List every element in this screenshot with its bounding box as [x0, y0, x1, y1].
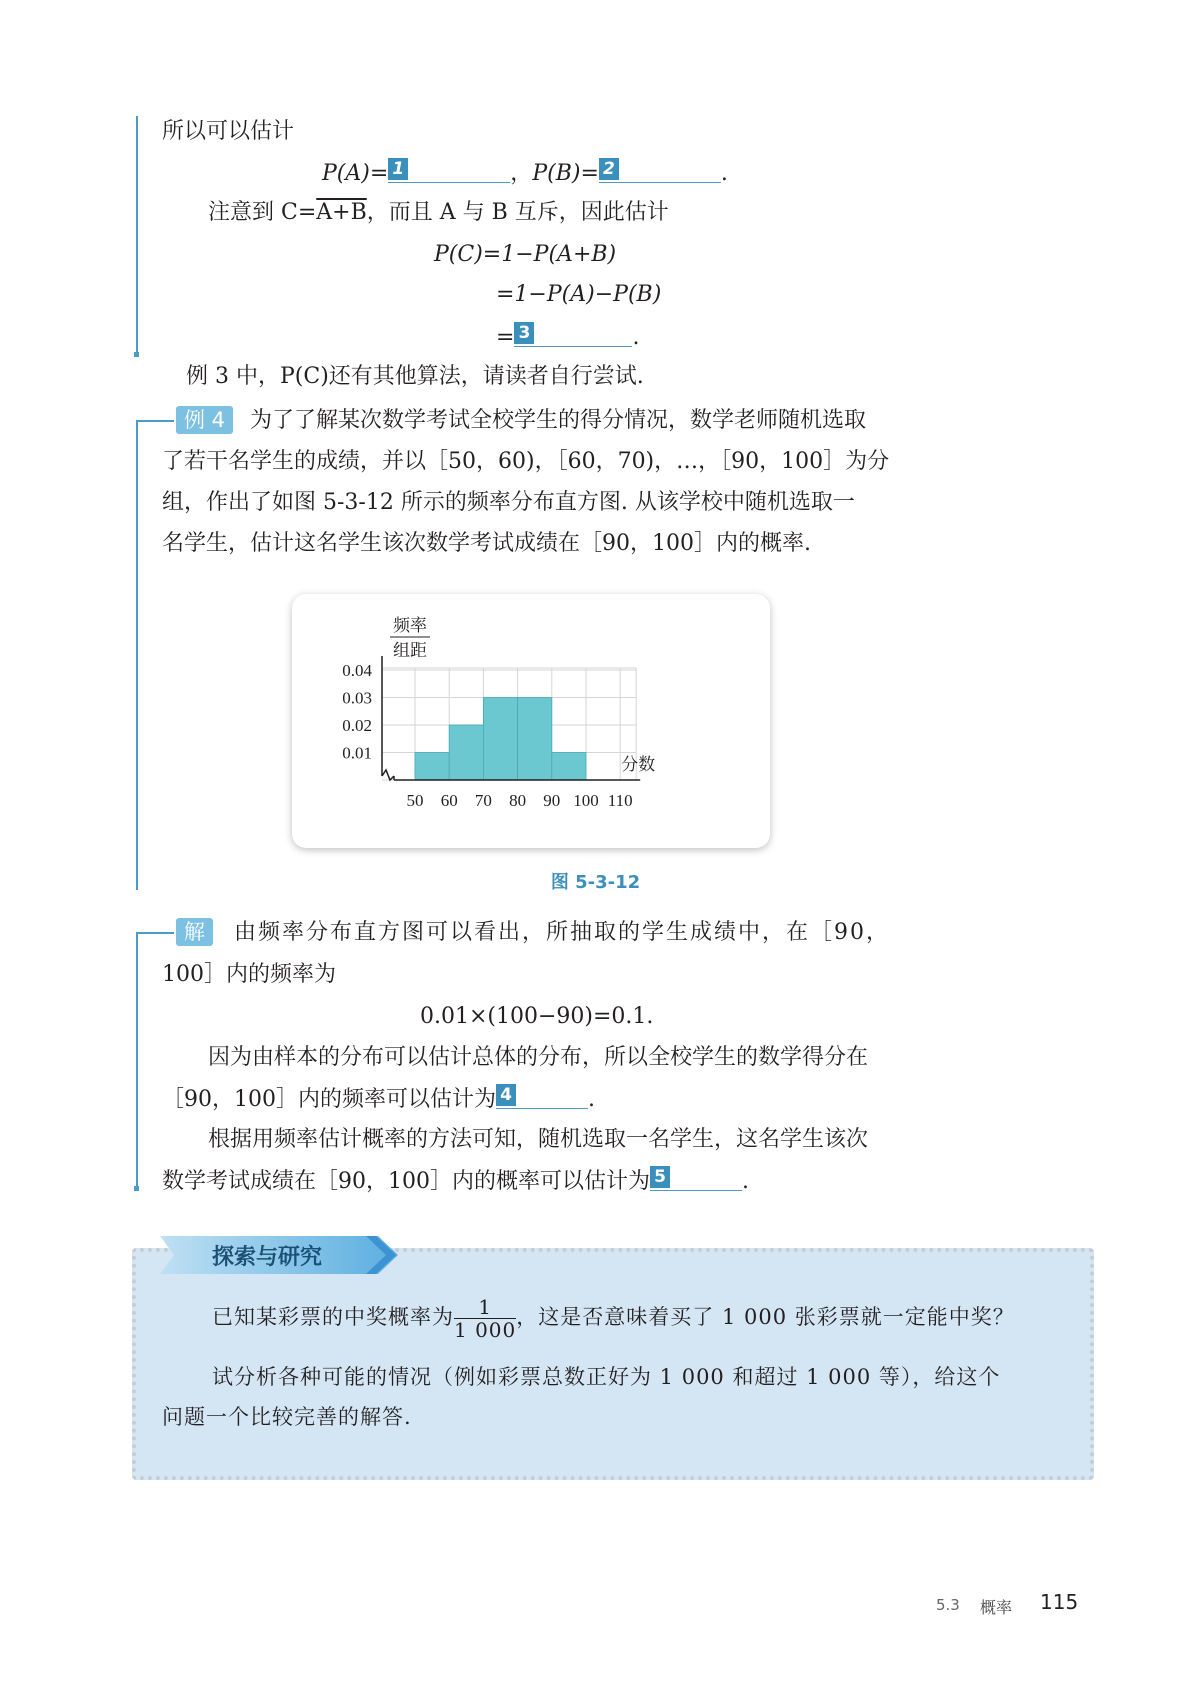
histogram-bar [518, 698, 552, 781]
y-tick-label: 0.04 [342, 661, 372, 680]
left-rule-2 [136, 420, 138, 890]
x-tick-label: 90 [543, 791, 561, 810]
remark-line: 例 3 中，P(C)还有其他算法，请读者自行尝试. [186, 364, 644, 389]
histogram-chart [292, 594, 770, 848]
equation-line: = 3 . [496, 323, 640, 350]
example-tag: 例 4 [176, 406, 233, 434]
x-axis-label: 分数 [621, 755, 656, 775]
solution-line: 根据用频率估计概率的方法可知，随机选取一名学生，这名学生该次 [208, 1127, 869, 1152]
solution-line: 解 由频率分布直方图可以看出，所抽取的学生成绩中，在［90， [176, 918, 890, 948]
answer-blank-3[interactable]: 3 [514, 322, 632, 347]
equation-line: =1−P(A)−P(B) [496, 282, 662, 307]
example-4-line: 名学生，估计这名学生该次数学考试成绩在［90，100］内的概率. [162, 531, 811, 556]
x-tick-label: 110 [607, 791, 633, 810]
fraction: $\frac{1}{1 000}$ [454, 1295, 517, 1342]
explore-paragraph: 已知某彩票的中奖概率为 $\frac{1}{1 000}$ ，这是否意味着买了 1 000 张彩票就一定能中奖？ [212, 1295, 1015, 1342]
example-4-line: 组，作出了如图 5-3-12 所示的频率分布直方图. 从该学校中随机选取一 [162, 490, 855, 515]
histogram-bar [415, 753, 449, 781]
explore-title-banner [160, 1236, 400, 1274]
y-axis-label: 组距 [393, 641, 427, 661]
pa-label: P(A)= [322, 161, 389, 186]
footer-chapter: 概率 [980, 1598, 1013, 1617]
equation-line: P(C)=1−P(A+B) [434, 242, 617, 267]
example-rule [136, 420, 174, 422]
histogram-bar [483, 698, 517, 781]
histogram-bar [449, 725, 483, 780]
x-tick-label: 50 [406, 791, 424, 810]
x-tick-label: 80 [509, 791, 527, 810]
answer-blank-2[interactable]: 2 [599, 158, 721, 183]
left-rule-3-end [134, 1186, 139, 1191]
solution-line: 数学考试成绩在［90，100］内的概率可以估计为 5 . [162, 1167, 749, 1194]
left-rule-1 [136, 116, 138, 354]
text-line: 注意到 C=A+B，而且 A 与 B 互斥，因此估计 [208, 200, 669, 225]
explore-paragraph: 问题一个比较完善的解答. [162, 1405, 412, 1429]
equation-pa-pb: P(A)= 1 ，P(B)= 2 . [322, 159, 728, 186]
histogram-bar [552, 753, 586, 781]
solution-equation: 0.01×(100−90)=0.1. [420, 1004, 654, 1029]
y-tick-label: 0.02 [342, 716, 372, 735]
explore-paragraph: 试分析各种可能的情况（例如彩票总数正好为 1 000 和超过 1 000 等），给这个 [212, 1365, 1001, 1389]
explore-title: 探索与研究 [212, 1245, 323, 1270]
solution-line: 因为由样本的分布可以估计总体的分布，所以全校学生的数学得分在 [208, 1045, 869, 1070]
solution-tag: 解 [176, 918, 213, 946]
x-tick-label: 70 [474, 791, 492, 810]
solution-rule [136, 932, 174, 934]
answer-blank-5[interactable]: 5 [650, 1166, 742, 1191]
x-tick-label: 60 [440, 791, 458, 810]
axis-break-icon [382, 770, 394, 780]
pb-label: P(B)= [532, 161, 599, 186]
answer-blank-1[interactable]: 1 [388, 158, 510, 183]
answer-blank-4[interactable]: 4 [496, 1084, 588, 1109]
x-tick-label: 100 [573, 791, 599, 810]
example-4-line: 例 4 为了了解某次数学考试全校学生的得分情况，数学老师随机选取 [176, 406, 866, 436]
y-axis-label: 频率 [393, 616, 427, 636]
solution-line: ［90，100］内的频率可以估计为 4 . [162, 1085, 595, 1112]
left-rule-1-end [134, 352, 139, 357]
chart-card [292, 594, 770, 848]
example-4-line: 了若干名学生的成绩，并以［50，60)，［60，70)，…，［90，100］为分 [162, 449, 890, 474]
figure-caption: 图 5-3-12 [550, 872, 641, 893]
y-tick-label: 0.03 [342, 688, 372, 708]
solution-line: 100］内的频率为 [162, 962, 336, 987]
left-rule-3 [136, 932, 138, 1188]
footer-section: 5.3 [936, 1596, 960, 1614]
page-number: 115 [1040, 1590, 1079, 1614]
y-tick-label: 0.01 [342, 743, 372, 763]
text-line: 所以可以估计 [162, 119, 295, 144]
